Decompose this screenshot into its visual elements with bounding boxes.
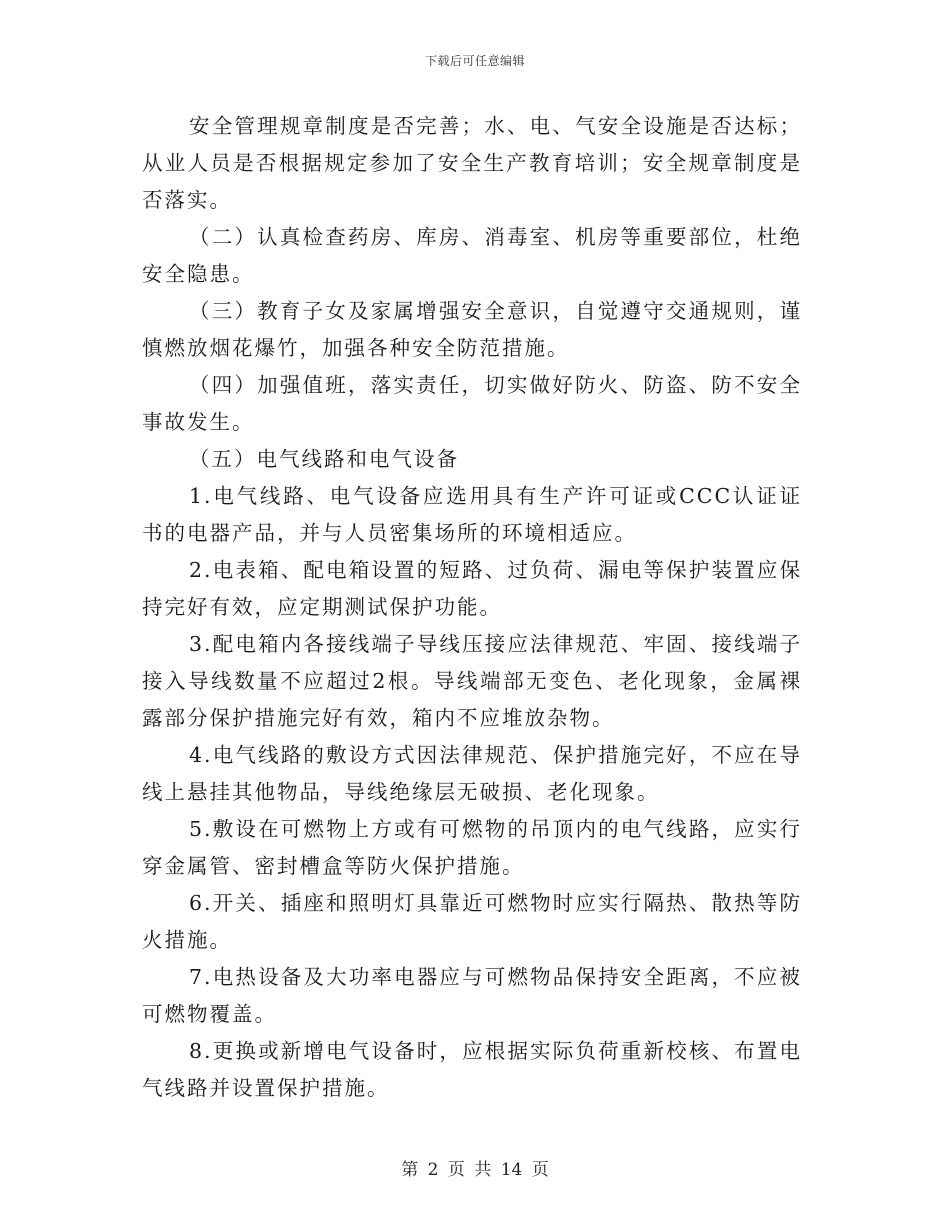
paragraph-2: （二）认真检查药房、库房、消毒室、机房等重要部位，杜绝安全隐患。 bbox=[142, 225, 802, 286]
list-item-4: 4.电气线路的敷设方式因法律规范、保护措施完好，不应在导线上悬挂其他物品，导线绝缘层无破损、老化现象。 bbox=[142, 743, 802, 804]
page-header: 下载后可任意编辑 bbox=[424, 54, 525, 68]
list-item-5: 5.敷设在可燃物上方或有可燃物的吊顶内的电气线路，应实行穿金属管、密封槽盒等防火保护措施。 bbox=[142, 817, 802, 878]
list-item-7: 7.电热设备及大功率电器应与可燃物品保持安全距离，不应被可燃物覆盖。 bbox=[142, 965, 802, 1026]
list-item-3: 3.配电箱内各接线端子导线压接应法律规范、牢固、接线端子接入导线数量不应超过2根。导线端部无变色、老化现象，金属裸露部分保护措施完好有效，箱内不应堆放杂物。 bbox=[142, 632, 802, 730]
paragraph-4: （四）加强值班，落实责任，切实做好防火、防盗、防不安全事故发生。 bbox=[142, 373, 802, 434]
page-footer: 第 2 页 共 14 页 bbox=[401, 1160, 549, 1180]
paragraph-3: （三）教育子女及家属增强安全意识，自觉遵守交通规则，谨慎燃放烟花爆竹，加强各种安全防范措施。 bbox=[142, 299, 802, 360]
list-item-6: 6.开关、插座和照明灯具靠近可燃物时应实行隔热、散热等防火措施。 bbox=[142, 891, 802, 952]
list-item-1: 1.电气线路、电气设备应选用具有生产许可证或CCC认证证书的电器产品，并与人员密集场所的环境相适应。 bbox=[142, 484, 802, 545]
list-item-8: 8.更换或新增电气设备时，应根据实际负荷重新校核、布置电气线路并设置保护措施。 bbox=[142, 1039, 802, 1100]
document-body bbox=[142, 108, 802, 1107]
list-item-2: 2.电表箱、配电箱设置的短路、过负荷、漏电等保护装置应保持完好有效，应定期测试保护功能。 bbox=[142, 558, 802, 619]
section-heading-5: （五）电气线路和电气设备 bbox=[189, 447, 459, 471]
paragraph-1: 安全管理规章制度是否完善；水、电、气安全设施是否达标；从业人员是否根据规定参加了安全生产教育培训；安全规章制度是否落实。 bbox=[142, 114, 802, 212]
